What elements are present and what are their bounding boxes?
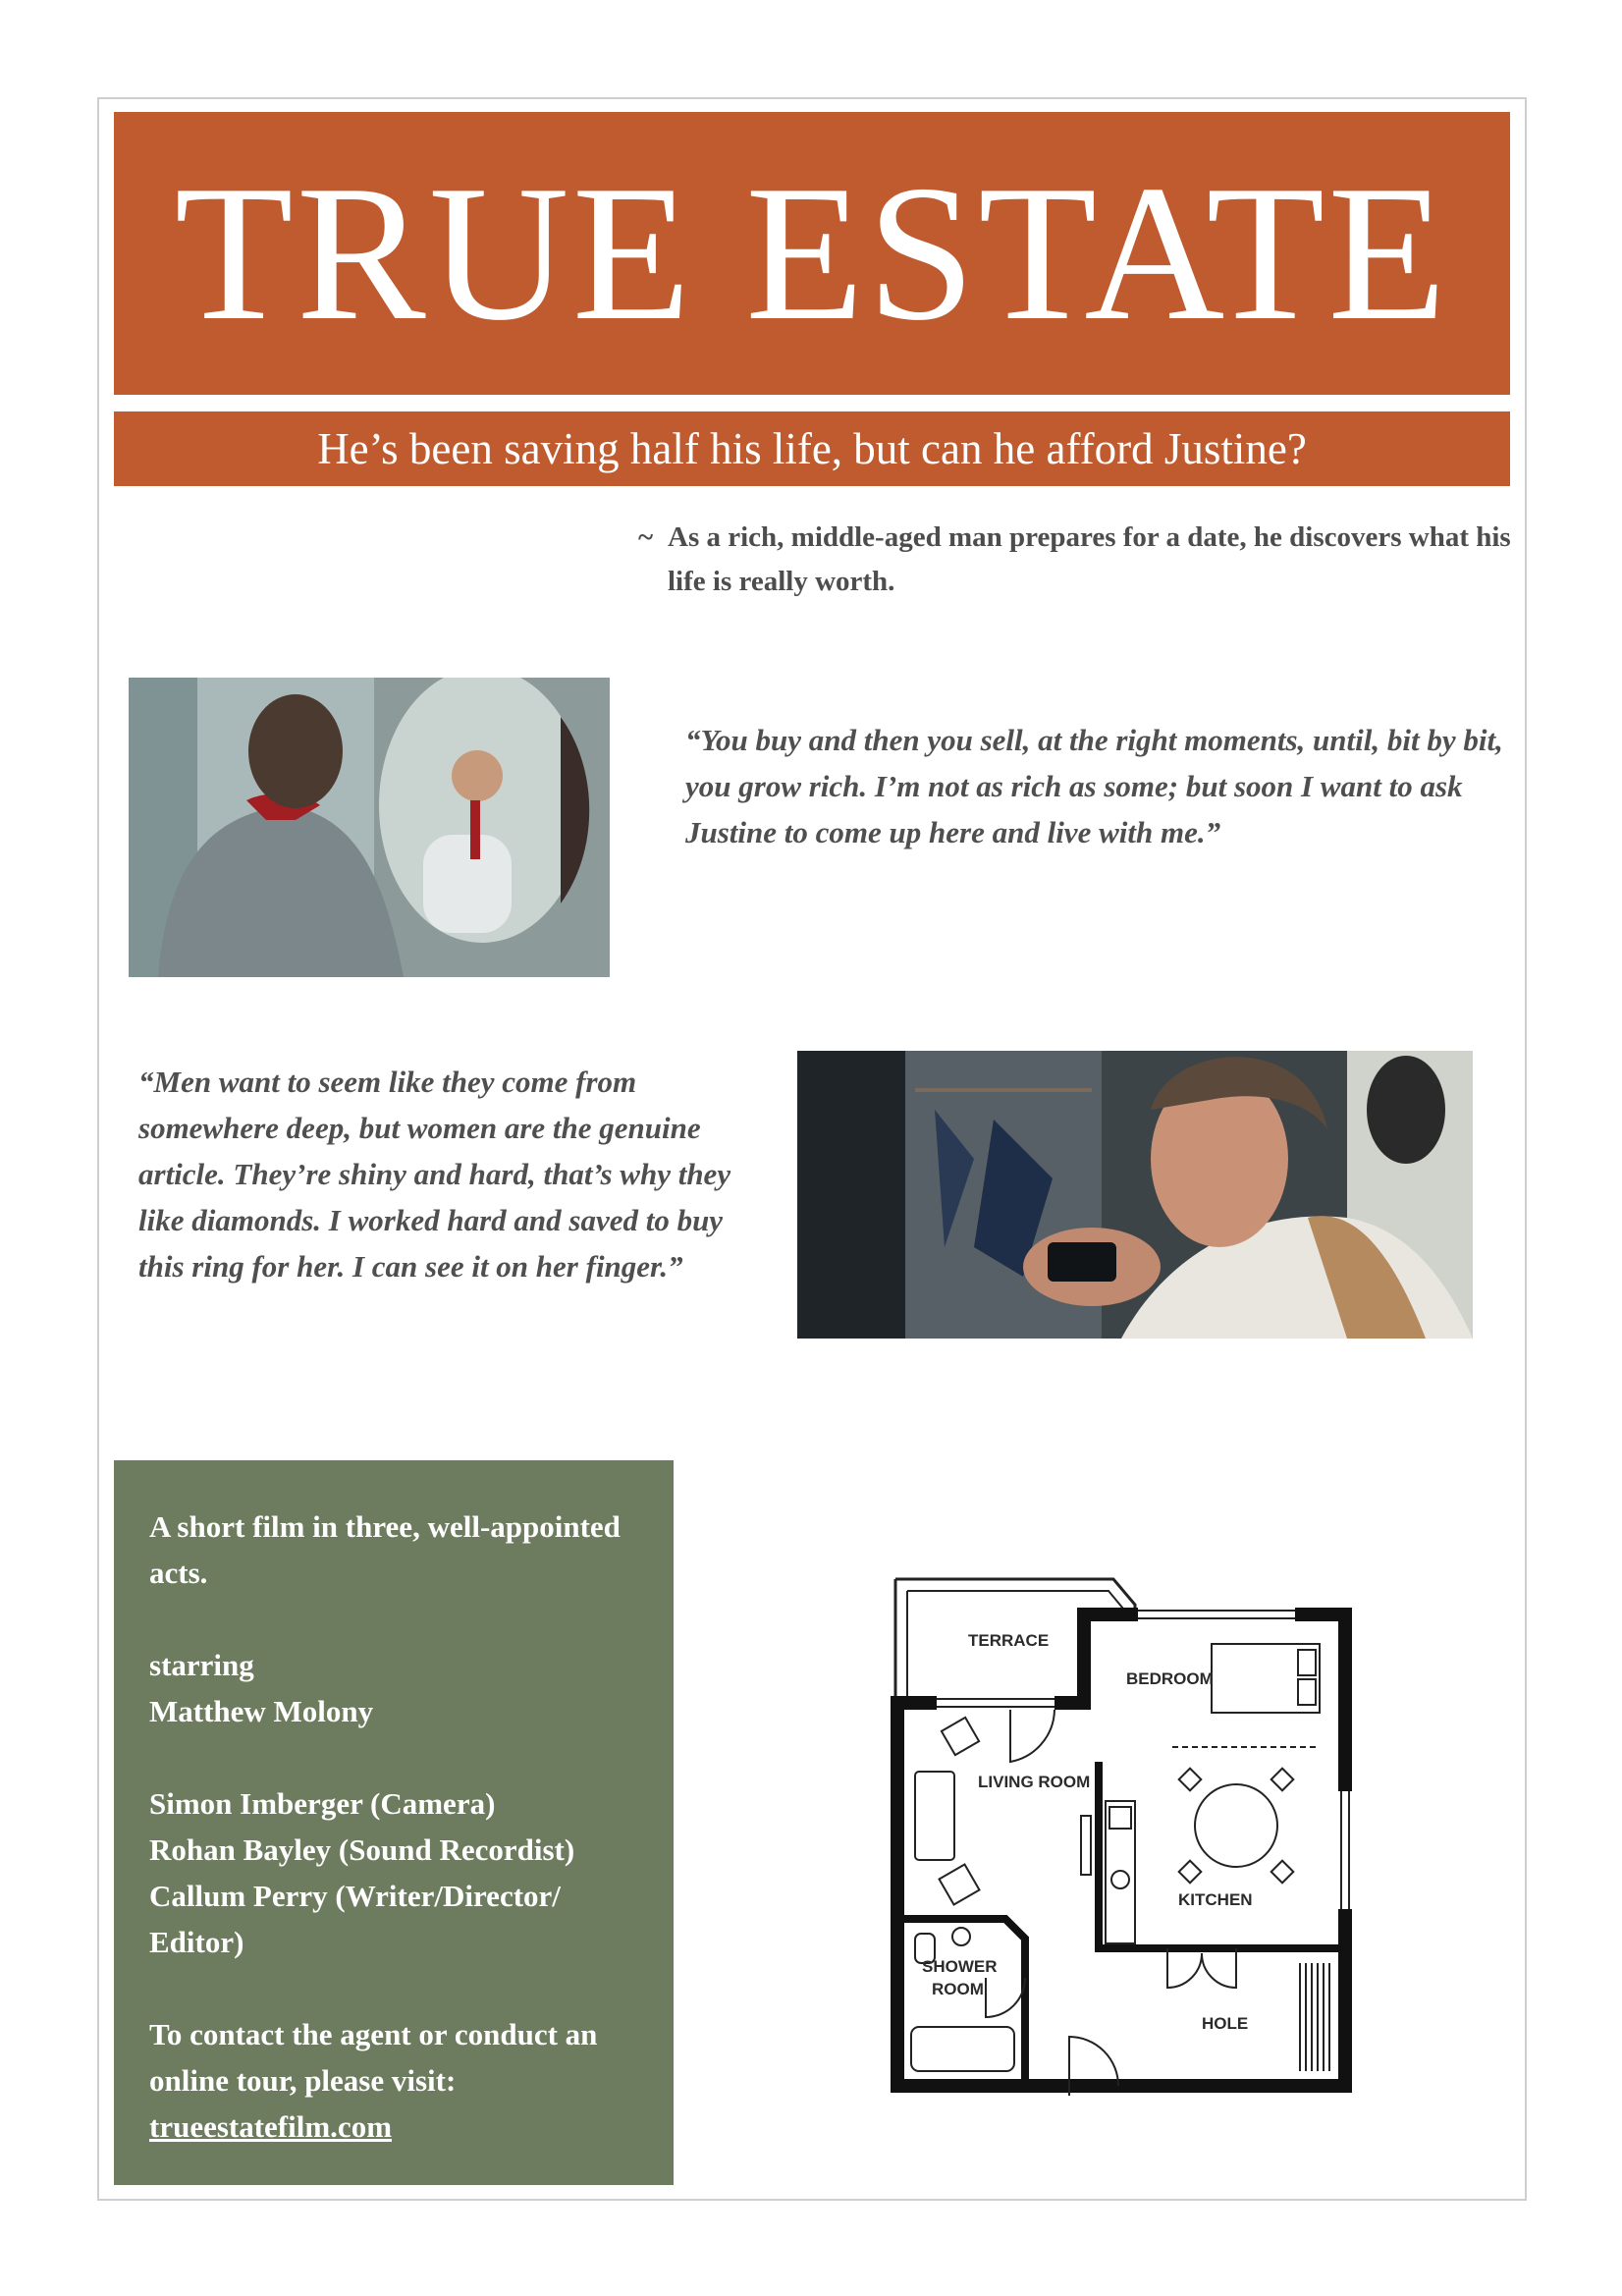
tagline-banner <box>114 411 1510 486</box>
star-name: Matthew Molony <box>149 1694 374 1728</box>
title-banner <box>114 112 1510 395</box>
room-label-living-room: LIVING ROOM <box>978 1773 1091 1791</box>
room-label-room: ROOM <box>932 1980 984 1998</box>
film-title: TRUE ESTATE <box>174 145 1450 360</box>
room-label-hole: HOLE <box>1202 2014 1249 2033</box>
tagline: He’s been saving half his life, but can he afford Justine? <box>317 424 1307 473</box>
room-label-kitchen: KITCHEN <box>1178 1890 1253 1909</box>
film-still-ring <box>797 1051 1473 1339</box>
crew-camera: Simon Imberger (Camera) <box>149 1786 496 1821</box>
crew-director: Callum Perry (Writer/Director/ Editor) <box>149 1879 561 1959</box>
logline <box>638 516 1522 604</box>
logline-marker: ~ <box>638 521 654 553</box>
starring-label: starring <box>149 1648 254 1682</box>
floor-plan <box>888 1575 1359 2096</box>
film-still-mirror <box>129 678 610 977</box>
credits-intro: A short film in three, well-appointed acts. <box>149 1509 621 1590</box>
website-link[interactable]: trueestatefilm.com <box>149 2109 393 2144</box>
contact-text: To contact the agent or conduct an online tour, please visit: <box>149 2017 598 2098</box>
room-label-terrace: TERRACE <box>968 1631 1050 1650</box>
crew-sound: Rohan Bayley (Sound Recordist) <box>149 1832 575 1867</box>
room-label-shower: SHOWER <box>922 1957 998 1976</box>
logline-text: As a rich, middle-aged man prepares for a date, he discovers what his life is really worth. <box>668 521 1511 597</box>
room-label-bedroom: BEDROOM <box>1126 1669 1214 1688</box>
quote-1: “You buy and then you sell, at the right moments, until, bit by bit, you grow rich. I’m not as rich as some; but soon I want to ask Justine to come up here and live with me.” <box>685 723 1503 849</box>
credits-panel <box>114 1460 674 2185</box>
quote-2: “Men want to seem like they come from somewhere deep, but women are the genuine article. They’re shiny and hard, that’s why they like diamonds. I worked hard and saved to buy this ring for her. I can see it on her finger.” <box>138 1065 731 1284</box>
